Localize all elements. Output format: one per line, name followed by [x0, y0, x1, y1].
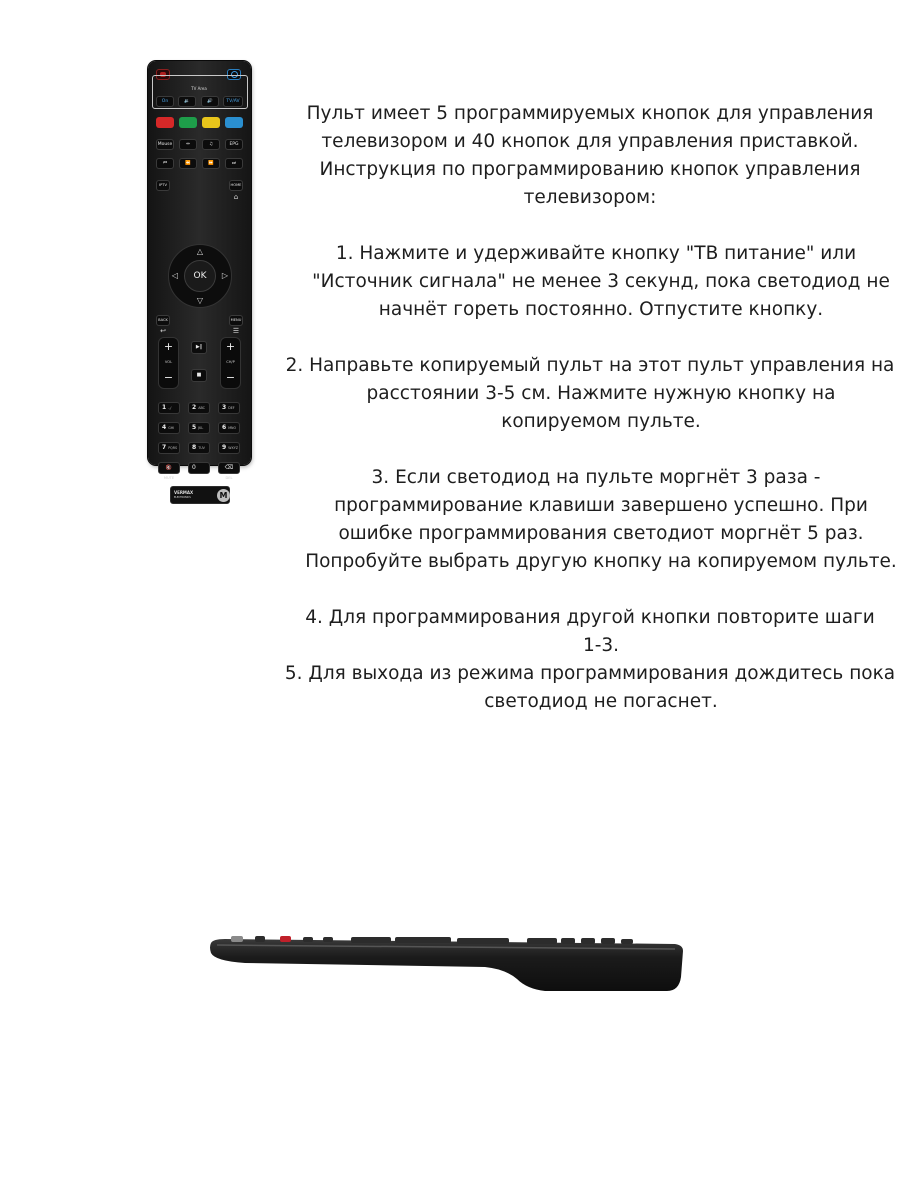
step-4: [280, 604, 900, 660]
next-button: ⏭: [225, 158, 243, 169]
blue-button: [225, 117, 243, 128]
text-line: ошибке программирования светодиот моргнёт 5 раз.: [338, 523, 864, 544]
step-2: [280, 352, 900, 436]
play-pause-button: ▶‖: [191, 341, 207, 354]
brand-subtitle: ELECTRONICS: [174, 496, 191, 499]
key-4: 4 GHI: [158, 422, 180, 434]
key-3: 3 DEF: [218, 402, 240, 414]
intro-paragraph: [280, 100, 900, 212]
key-5: 5 JKL: [188, 422, 210, 434]
text-line: светодиод не погаснет.: [484, 691, 718, 712]
zoom-button: ⇔: [179, 139, 197, 150]
mute-button: 🔇: [158, 462, 180, 474]
forward-button: ⏩: [202, 158, 220, 169]
key-1: 1 .,/: [158, 402, 180, 414]
step-1: [280, 240, 900, 324]
del-label: DEL: [225, 476, 233, 480]
text-line: 4. Для программирования другой кнопки повторите шаги: [305, 607, 875, 628]
vol-label: VOL: [164, 360, 173, 364]
text-line: телевизором:: [523, 187, 657, 208]
menu-icon: ☰: [232, 327, 240, 335]
green-button: [179, 117, 197, 128]
red-button: [156, 117, 174, 128]
brand-name: VERMAX: [174, 490, 194, 495]
programming-instructions: [280, 100, 900, 716]
music-button: ♫: [202, 139, 220, 150]
brand-logo-icon: M: [217, 489, 230, 502]
epg-button: EPG: [225, 139, 243, 150]
right-arrow-icon: ▷: [221, 271, 229, 280]
back-button: BACK: [156, 315, 170, 326]
key-9: 9 WXYZ: [218, 442, 240, 454]
text-line: копируемом пульте.: [501, 411, 701, 432]
key-6: 6 MNO: [218, 422, 240, 434]
tv-vol-down-button: 🔉: [178, 96, 196, 107]
text-line: 1. Нажмите и удерживайте кнопку "ТВ питание" или: [335, 243, 857, 264]
iptv-button: IPTV: [156, 180, 170, 191]
prev-button: ⏮: [156, 158, 174, 169]
text-line: расстоянии 3-5 см. Нажмите нужную кнопку на: [366, 383, 836, 404]
delete-button: ⌫: [218, 462, 240, 474]
key-0: 0: [188, 462, 210, 474]
yellow-button: [202, 117, 220, 128]
home-icon: ⌂: [233, 193, 239, 201]
text-line: "Источник сигнала" не менее 3 секунд, пока светодиод не: [312, 271, 890, 292]
plus-icon: +: [225, 340, 236, 353]
down-arrow-icon: ▽: [196, 296, 204, 305]
ok-button: OK: [184, 260, 216, 292]
mouse-button: Mouse: [156, 139, 174, 150]
key-8: 8 TUV: [188, 442, 210, 454]
key-2: 2 ABC: [188, 402, 210, 414]
text-line: 5. Для выхода из режима программирования дождитесь пока: [284, 663, 896, 684]
left-arrow-icon: ◁: [171, 271, 179, 280]
mute-label: MUTE: [163, 476, 175, 480]
text-line: 1-3.: [582, 635, 620, 656]
back-icon: ↩: [160, 327, 166, 335]
ch-label: CH/P: [226, 360, 235, 364]
text-line: Инструкция по программированию кнопок управления: [319, 159, 861, 180]
text-line: Попробуйте выбрать другую кнопку на копируемом пульте.: [305, 551, 897, 572]
text-line: телевизором и 40 кнопок для управления приставкой.: [321, 131, 859, 152]
text-line: 2. Направьте копируемый пульт на этот пульт управления на: [285, 355, 895, 376]
text-line: начнёт гореть постоянно. Отпустите кнопку.: [378, 299, 824, 320]
up-arrow-icon: △: [196, 247, 204, 256]
menu-button: MENU: [229, 315, 243, 326]
minus-icon: −: [225, 371, 236, 384]
text-line: Пульт имеет 5 программируемых кнопок для управления: [306, 103, 874, 124]
stop-button: ■: [191, 369, 207, 382]
tv-av-button: TV/AV: [223, 96, 243, 107]
tv-area-label: TV Area: [191, 86, 207, 91]
text-line: программирование клавиши завершено успешно. При: [334, 495, 868, 516]
step-5: [280, 660, 900, 716]
tv-on-button: On: [156, 96, 174, 107]
minus-icon: −: [163, 371, 174, 384]
key-7: 7 PQRS: [158, 442, 180, 454]
home-button: HOME: [229, 180, 243, 191]
tv-vol-up-button: 🔊: [201, 96, 219, 107]
step-3: [280, 464, 900, 576]
remote-side-image: [205, 925, 685, 995]
plus-icon: +: [163, 340, 174, 353]
rewind-button: ⏪: [179, 158, 197, 169]
brand-plate: [170, 486, 230, 504]
remote-front-image: [148, 61, 251, 500]
text-line: 3. Если светодиод на пульте моргнёт 3 раза -: [371, 467, 821, 488]
